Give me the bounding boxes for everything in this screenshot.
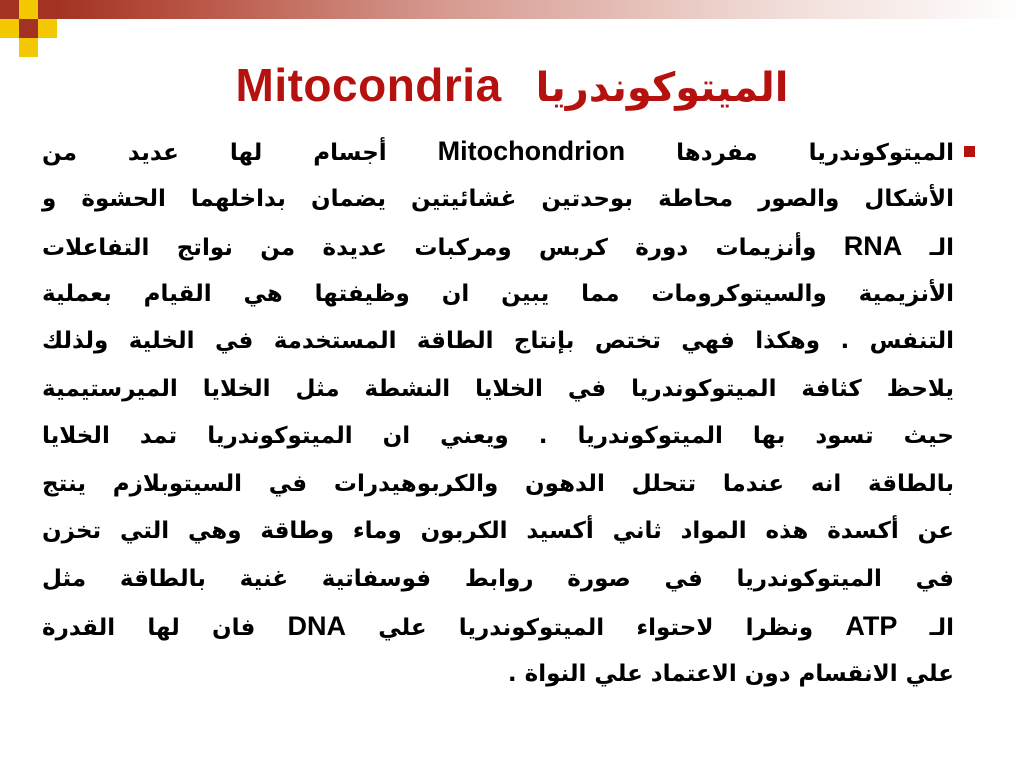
- title-arabic: الميتوكوندريا: [535, 65, 789, 111]
- body-text-segment: ونظرا لاحتواء الميتوكوندريا علي: [378, 615, 814, 641]
- body-text-segment: الـ: [929, 615, 954, 641]
- deco-square: [38, 0, 57, 19]
- body-line: التنفس . وهكذا فهي تختص بإنتاج الطاقة المستخدمة في الخلية ولذلك: [42, 328, 954, 354]
- deco-square: [38, 19, 57, 38]
- deco-square: [19, 19, 38, 38]
- body-text-segment: وأنزيمات دورة كربس ومركبات عديدة من نواتج التفاعلات: [42, 235, 817, 261]
- title-latin: Mitocondria: [235, 59, 502, 111]
- latin-term: Mitochondrion: [437, 136, 626, 166]
- latin-term: DNA: [287, 611, 347, 641]
- body-line: [42, 603, 954, 651]
- deco-square: [19, 38, 38, 57]
- body-text-segment: الـ: [929, 235, 954, 261]
- header-gradient-band: [57, 0, 1024, 19]
- body-text-segment: أجسام لها عديد من: [42, 140, 387, 166]
- body-line: في الميتوكوندريا في صورة روابط فوسفاتية غنية بالطاقة مثل: [42, 565, 954, 592]
- deco-square: [0, 19, 19, 38]
- slide-title: [0, 58, 1024, 112]
- latin-term: RNA: [843, 231, 903, 261]
- body-line: عن أكسدة هذه المواد ثاني أكسيد الكربون وماء وطاقة وهي التي تخزن: [42, 518, 954, 544]
- body-line: يلاحظ كثافة الميتوكوندريا في الخلايا النشطة مثل الخلايا الميرستيمية: [42, 375, 954, 402]
- deco-square: [19, 0, 38, 19]
- body-paragraph: [42, 128, 954, 698]
- body-text-segment: الميتوكوندريا مفردها: [676, 140, 954, 166]
- deco-square: [0, 0, 19, 19]
- body-line: الأنزيمية والسيتوكرومات مما يبين ان وظيفتها هي القيام بعملية: [42, 280, 954, 307]
- body-line: [42, 223, 954, 271]
- body-line: [42, 128, 954, 176]
- body-text-segment: فان لها القدرة: [42, 615, 256, 641]
- body-line: حيث تسود بها الميتوكوندريا . ويعني ان الميتوكوندريا تمد الخلايا: [42, 423, 954, 449]
- body-line: بالطاقة انه عندما تتحلل الدهون والكربوهيدرات في السيتوبلازم ينتج: [42, 470, 954, 497]
- body-line: علي الانقسام دون الاعتماد علي النواة .: [507, 660, 954, 687]
- body-line: الأشكال والصور محاطة بوحدتين غشائيتين يضمان بداخلهما الحشوة و: [42, 185, 954, 212]
- square-bullet-icon: [964, 146, 975, 157]
- latin-term: ATP: [845, 611, 898, 641]
